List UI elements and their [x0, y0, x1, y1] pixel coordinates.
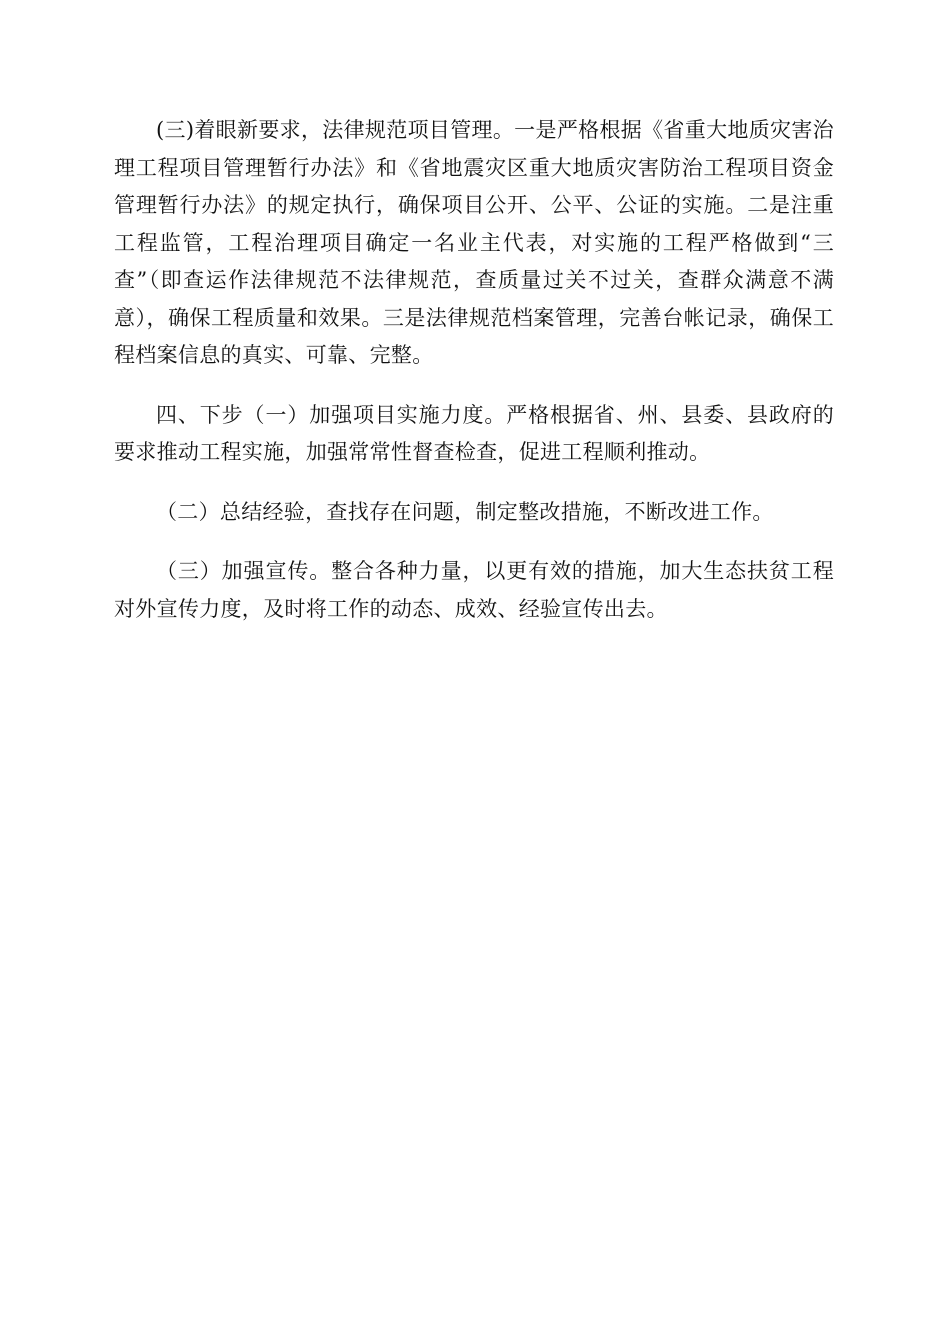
paragraph-summary-experience: （二）总结经验，查找存在问题，制定整改措施，不断改进工作。 — [156, 499, 774, 524]
document-body — [114, 112, 834, 628]
paragraph-publicity: （三）加强宣传。整合各种力量，以更有效的措施，加大生态扶贫工程对外宣传力度，及时将工作的动态、成效、经验宣传出去。 — [114, 559, 834, 621]
paragraph-next-steps: 四、下步（一）加强项目实施力度。严格根据省、州、县委、县政府的要求推动工程实施，加强常常性督查检查，促进工程顺利推动。 — [114, 402, 834, 464]
paragraph-project-management: (三)着眼新要求，法律规范项目管理。一是严格根据《省重大地质灾害治理工程项目管理暂行办法》和《省地震灾区重大地质灾害防治工程项目资金管理暂行办法》的规定执行，确保项目公开、公平、公证的实施。二是注重工程监管，工程治理项目确定一名业主代表，对实施的工程严格做到“三查”（即查运作法律规范不法律规范，查质量过关不过关，查群众满意不满意），确保工程质量和效果。三是法律规范档案管理，完善台帐记录，确保工程档案信息的真实、可靠、完整。 — [114, 118, 834, 367]
